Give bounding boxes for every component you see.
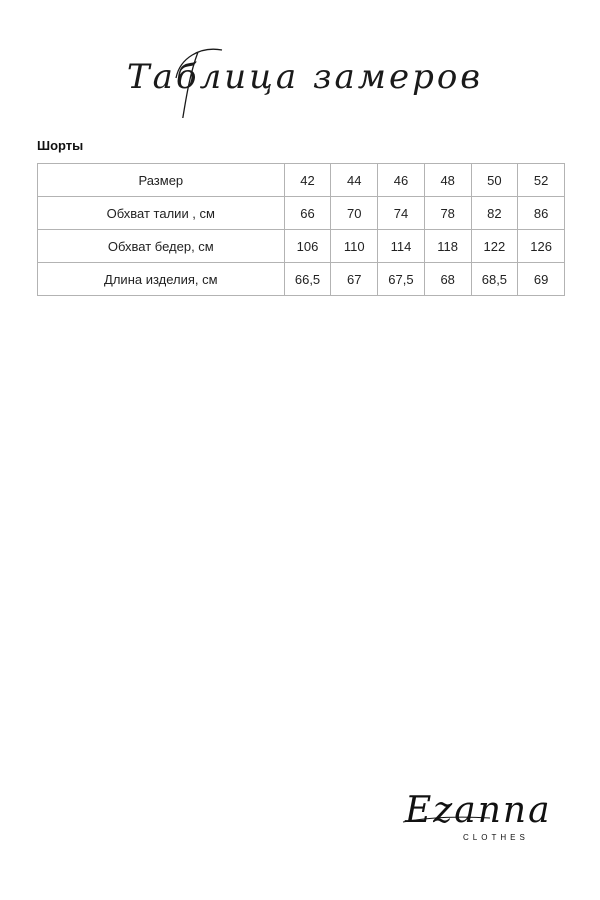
table-row (38, 263, 565, 296)
row-label: Длина изделия, см (38, 263, 285, 296)
table-cell: 118 (424, 230, 471, 263)
logo-sub-text: CLOTHES (463, 833, 529, 842)
brand-logo (395, 778, 575, 858)
table-cell: 66 (284, 197, 331, 230)
table-cell: 44 (331, 164, 378, 197)
table-cell: 67,5 (378, 263, 425, 296)
table-cell: 126 (518, 230, 565, 263)
table-row (38, 230, 565, 263)
row-label: Размер (38, 164, 285, 197)
table-cell: 48 (424, 164, 471, 197)
row-label: Обхват талии , см (38, 197, 285, 230)
table-cell: 42 (284, 164, 331, 197)
table-row (38, 164, 565, 197)
table-cell: 110 (331, 230, 378, 263)
page-title-text: Таблица замеров (126, 57, 484, 97)
section-label: Шорты (37, 138, 84, 153)
table-cell: 50 (471, 164, 518, 197)
row-label: Обхват бедер, см (38, 230, 285, 263)
table-cell: 67 (331, 263, 378, 296)
page-title (0, 28, 600, 118)
table-cell: 46 (378, 164, 425, 197)
table-row (38, 197, 565, 230)
table-cell: 66,5 (284, 263, 331, 296)
table-cell: 122 (471, 230, 518, 263)
table-cell: 78 (424, 197, 471, 230)
table-cell: 86 (518, 197, 565, 230)
table-cell: 82 (471, 197, 518, 230)
table-cell: 74 (378, 197, 425, 230)
table-cell: 52 (518, 164, 565, 197)
table-cell: 68,5 (471, 263, 518, 296)
logo-script-text: Ezanna (405, 790, 552, 831)
table-cell: 69 (518, 263, 565, 296)
table-cell: 68 (424, 263, 471, 296)
table-cell: 70 (331, 197, 378, 230)
table-cell: 114 (378, 230, 425, 263)
size-table (37, 163, 565, 296)
table-cell: 106 (284, 230, 331, 263)
